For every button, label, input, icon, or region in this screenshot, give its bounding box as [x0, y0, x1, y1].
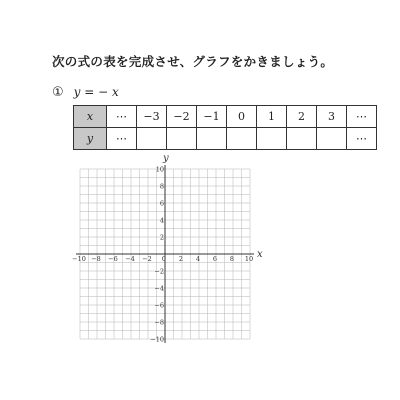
- x-cell: −1: [197, 106, 227, 128]
- y-tick-label: 10: [155, 165, 164, 174]
- x-tick-label: 0: [161, 255, 167, 263]
- x-cell: −3: [137, 106, 167, 128]
- y-tick-label: 4: [159, 216, 164, 225]
- x-tick-label: 10: [244, 255, 254, 263]
- x-row-header: x: [74, 106, 107, 128]
- y-tick-label: −2: [154, 267, 164, 276]
- y-tick-label: 6: [159, 199, 164, 208]
- y-tick-label: −4: [154, 284, 164, 293]
- x-tick-label: −10: [72, 255, 86, 263]
- y-tick-label: −6: [154, 301, 164, 310]
- equation: y = − x: [73, 85, 119, 99]
- x-cell: 0: [227, 106, 257, 128]
- x-axis-label: x: [257, 249, 263, 260]
- x-cell: ⋯: [347, 106, 377, 128]
- y-cell: ⋯: [107, 128, 137, 150]
- x-tick-label: −2: [142, 255, 152, 263]
- y-tick-label: −8: [154, 318, 164, 327]
- x-tick-label: 2: [178, 255, 184, 263]
- axes: [76, 165, 254, 343]
- y-tick-label: −10: [150, 335, 164, 344]
- x-cell: 2: [287, 106, 317, 128]
- y-cell: ⋯: [347, 128, 377, 150]
- y-axis-label: y: [163, 153, 169, 164]
- y-tick-label: 2: [159, 233, 164, 242]
- y-tick-label: 8: [159, 182, 164, 191]
- x-tick-label: 8: [229, 255, 235, 263]
- x-tick-label: 4: [195, 255, 201, 263]
- x-tick-label: −4: [125, 255, 135, 263]
- x-cell: −2: [167, 106, 197, 128]
- x-tick-label: −6: [108, 255, 118, 263]
- instruction-text: 次の式の表を完成させ、グラフをかきましょう。: [52, 54, 334, 69]
- x-cell: 1: [257, 106, 287, 128]
- x-cell: 3: [317, 106, 347, 128]
- problem-number: ①: [52, 84, 64, 100]
- y-row-header: y: [74, 128, 107, 150]
- x-tick-label: −8: [91, 255, 101, 263]
- x-cell: ⋯: [107, 106, 137, 128]
- x-tick-label: 6: [212, 255, 218, 263]
